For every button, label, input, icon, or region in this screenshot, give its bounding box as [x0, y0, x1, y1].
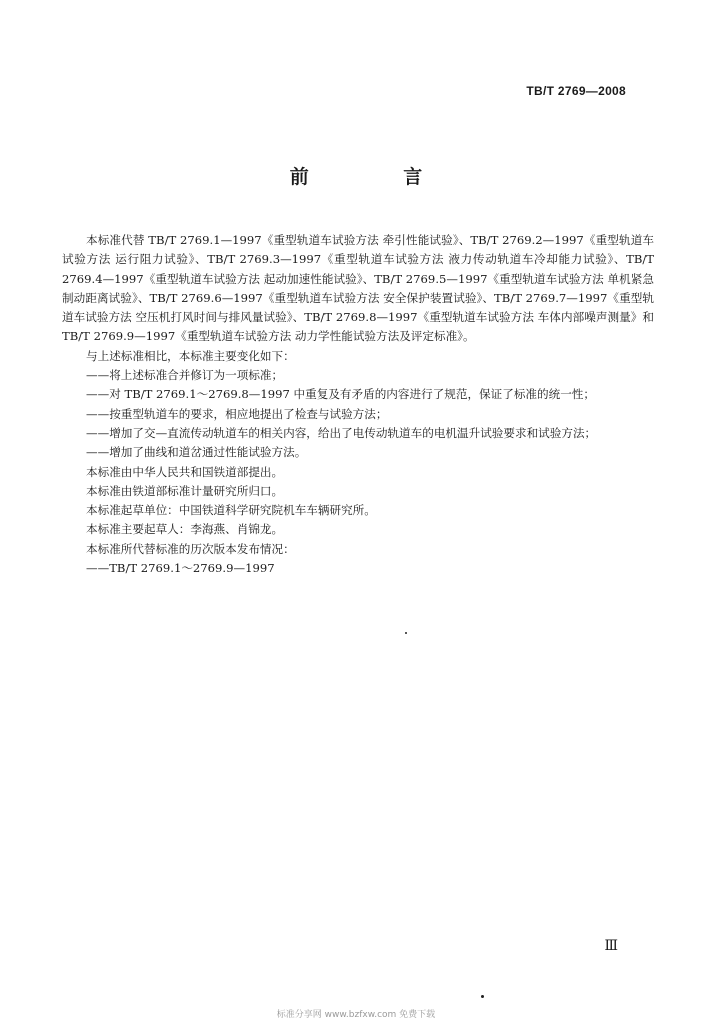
foreword-body [62, 231, 654, 578]
scan-speck [481, 995, 484, 998]
watermark: 标准分享网 www.bzfxw.com 免费下载 [276, 1010, 436, 1020]
change-item: ——增加了曲线和道岔通过性能试验方法。 [86, 445, 307, 460]
standard-code: TB/T 2769—2008 [526, 84, 626, 98]
change-item: ——增加了交—直流传动轨道车的相关内容，给出了电传动轨道车的电机温升试验要求和试验方法； [86, 425, 597, 440]
intro-paragraph: 本标准代替 TB/T 2769.1—1997《重型轨道车试验方法 牵引性能试验》、TB/T 2769.2—1997《重型轨道车试验方法 运行阻力试验》、TB/T 2769.3—1997《重型轨道车试验方法 液力传动轨道车冷却能力试验》、TB/T 2769.4—1997《重型轨道车试验方法 起动加速性能试验》、TB/T 2769.5—1997《重型轨道车试验方法 单机紧急制动距离试验》、TB/T 2769.6—1997《重型轨道车试验方法 安全保护装置试验》、TB/T 2769.7—1997《重型轨道车试验方法 空压机打风时间与排风量试验》、TB/T 2769.8—1997《重型轨道车试验方法 车体内部噪声测量》和 TB/T 2769.9—1997《重型轨道车试验方法 动力学性能试验方法及评定标准》。 [62, 233, 654, 344]
proposer-statement: 本标准由中华人民共和国铁道部提出。 [86, 464, 284, 479]
change-item: ——将上述标准合并修订为一项标准； [86, 368, 284, 383]
change-item: ——对 TB/T 2769.1～2769.8—1997 中重复及有矛盾的内容进行了规范，保证了标准的统一性； [86, 387, 595, 402]
history-item: ——TB/T 2769.1～2769.9—1997 [86, 561, 275, 576]
change-item: ——按重型轨道车的要求，相应地提出了检查与试验方法； [86, 406, 388, 421]
page-title: 前 言 [289, 166, 467, 188]
page-number: Ⅲ [604, 938, 618, 954]
drafting-unit-statement: 本标准起草单位：中国铁道科学研究院机车车辆研究所。 [86, 503, 376, 518]
history-lead: 本标准所代替标准的历次版本发布情况： [86, 541, 295, 556]
drafters-statement: 本标准主要起草人：李海燕、肖锦龙。 [86, 522, 284, 537]
changes-lead: 与上述标准相比，本标准主要变化如下： [86, 348, 295, 363]
administrator-statement: 本标准由铁道部标准计量研究所归口。 [86, 483, 284, 498]
scan-speck [405, 632, 407, 634]
